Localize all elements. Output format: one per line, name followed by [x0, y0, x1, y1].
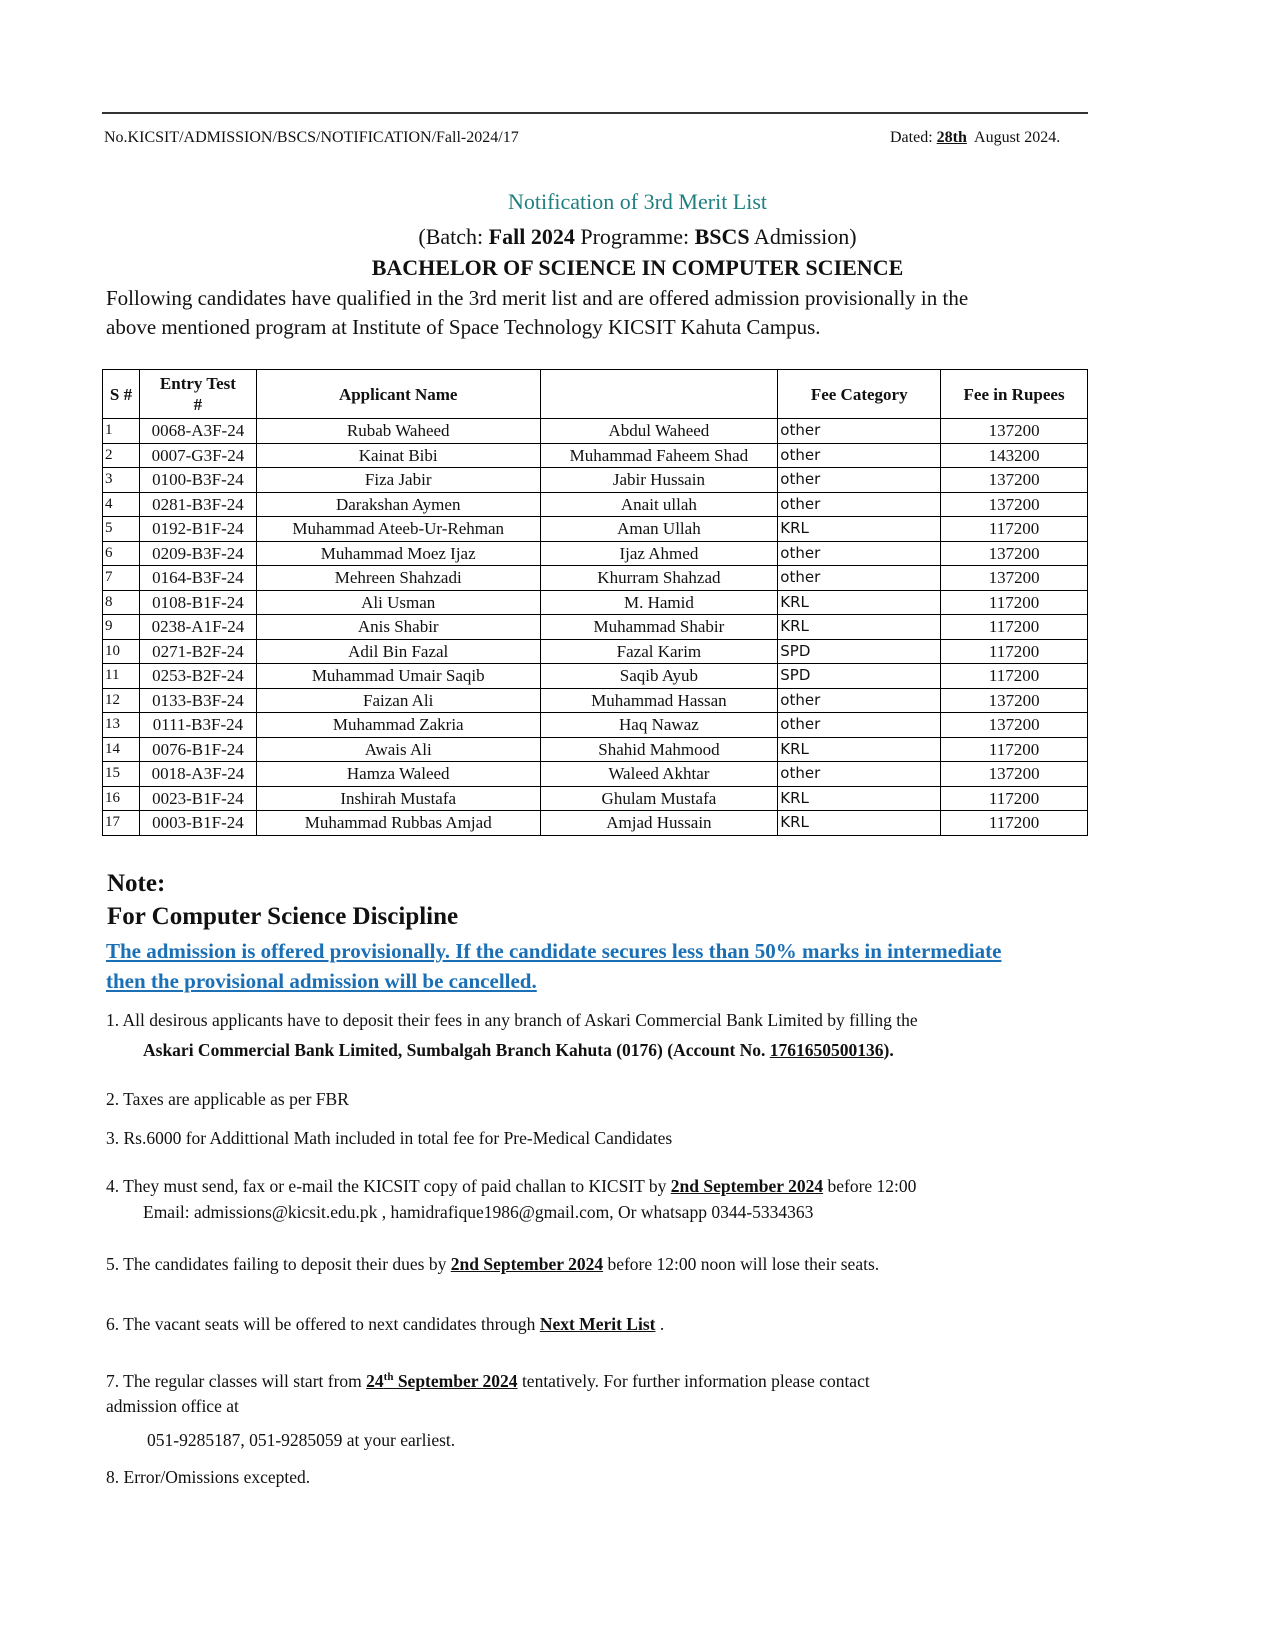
table-row: [103, 492, 1088, 517]
fee-cell: 137200: [941, 713, 1088, 738]
fee-cell: 137200: [941, 762, 1088, 787]
fee-cell: 117200: [941, 517, 1088, 542]
dated-label: Dated:: [890, 129, 933, 146]
start-day-suffix: th: [383, 1371, 394, 1384]
entry-test-cell: 0003-B1F-24: [139, 811, 256, 836]
serial-cell: 4: [103, 492, 140, 517]
notification-title: Notification of 3rd Merit List: [507, 189, 768, 214]
batch-close: Admission): [749, 224, 857, 249]
point-5-deadline: 2nd September 2024: [450, 1254, 604, 1274]
table-row: [103, 688, 1088, 713]
entry-test-cell: 0281-B3F-24: [139, 492, 256, 517]
point-7-rest: tentatively. For further information please contact: [517, 1371, 870, 1391]
entry-test-cell: 0023-B1F-24: [139, 786, 256, 811]
entry-test-cell: 0018-A3F-24: [139, 762, 256, 787]
fee-category-cell: KRL: [778, 811, 941, 836]
fee-category-cell: other: [778, 419, 941, 444]
fee-cell: 117200: [941, 615, 1088, 640]
fee-cell: 143200: [941, 443, 1088, 468]
entry-test-cell: 0007-G3F-24: [139, 443, 256, 468]
serial-cell: 8: [103, 590, 140, 615]
table-row: [103, 786, 1088, 811]
entry-test-cell: 0111-B3F-24: [139, 713, 256, 738]
header-fee-category: Fee Category: [778, 370, 941, 419]
header-serial: S #: [103, 370, 140, 419]
serial-cell: 5: [103, 517, 140, 542]
point-1-line-1: 1. All desirous applicants have to deposit their fees in any branch of Askari Commercial Bank Limited by filling the: [106, 1010, 918, 1030]
father-name-cell: Shahid Mahmood: [540, 737, 778, 762]
fee-category-cell: KRL: [778, 737, 941, 762]
applicant-name-cell: Kainat Bibi: [256, 443, 540, 468]
table-row: [103, 468, 1088, 493]
dated-rest: August 2024.: [974, 129, 1061, 146]
fee-category-cell: SPD: [778, 639, 941, 664]
entry-test-cell: 0192-B1F-24: [139, 517, 256, 542]
applicant-name-cell: Mehreen Shahzadi: [256, 566, 540, 591]
batch-open: (Batch:: [418, 224, 489, 249]
applicant-name-cell: Muhammad Umair Saqib: [256, 664, 540, 689]
table-row: [103, 590, 1088, 615]
father-name-cell: Ghulam Mustafa: [540, 786, 778, 811]
point-7: [106, 1371, 870, 1392]
point-4: [106, 1176, 916, 1197]
serial-cell: 1: [103, 419, 140, 444]
fee-category-cell: other: [778, 443, 941, 468]
batch-line: [0, 224, 1275, 250]
serial-cell: 14: [103, 737, 140, 762]
point-7-text: 7. The regular classes will start from: [106, 1371, 367, 1391]
applicant-name-cell: Muhammad Rubbas Amjad: [256, 811, 540, 836]
serial-cell: 3: [103, 468, 140, 493]
entry-test-cell: 0253-B2F-24: [139, 664, 256, 689]
note-heading: Note:: [107, 870, 166, 897]
fee-category-cell: other: [778, 566, 941, 591]
father-name-cell: Ijaz Ahmed: [540, 541, 778, 566]
point-4-text: 4. They must send, fax or e-mail the KICSIT copy of paid challan to KICSIT by: [106, 1176, 671, 1196]
header-applicant-name: Applicant Name: [256, 370, 540, 419]
fee-category-cell: KRL: [778, 615, 941, 640]
father-name-cell: M. Hamid: [540, 590, 778, 615]
table-row: [103, 762, 1088, 787]
serial-cell: 17: [103, 811, 140, 836]
table-row: [103, 541, 1088, 566]
applicant-name-cell: Hamza Waleed: [256, 762, 540, 787]
applicant-name-cell: Muhammad Ateeb-Ur-Rehman: [256, 517, 540, 542]
point-5-text: 5. The candidates failing to deposit their dues by: [106, 1254, 451, 1274]
fee-cell: 137200: [941, 468, 1088, 493]
programme-label: Programme:: [574, 224, 695, 249]
entry-test-cell: 0076-B1F-24: [139, 737, 256, 762]
degree-title: BACHELOR OF SCIENCE IN COMPUTER SCIENCE: [371, 255, 904, 280]
classes-start-date: [366, 1371, 517, 1391]
fee-cell: 137200: [941, 492, 1088, 517]
bank-details: Askari Commercial Bank Limited, Sumbalgah Branch Kahuta (0176) (Account No.: [143, 1040, 770, 1060]
father-name-cell: Amjad Hussain: [540, 811, 778, 836]
point-8: 8. Error/Omissions excepted.: [106, 1467, 311, 1487]
entry-test-cell: 0238-A1F-24: [139, 615, 256, 640]
serial-cell: 2: [103, 443, 140, 468]
applicant-name-cell: Muhammad Moez Ijaz: [256, 541, 540, 566]
fee-category-cell: other: [778, 713, 941, 738]
father-name-cell: Fazal Karim: [540, 639, 778, 664]
table-row: [103, 713, 1088, 738]
father-name-cell: Jabir Hussain: [540, 468, 778, 493]
father-name-cell: Saqib Ayub: [540, 664, 778, 689]
intro-paragraph: Following candidates have qualified in the 3rd merit list and are offered admission provisionally in the above mentioned program at Institute of Space Technology KICSIT Kahuta Campus.: [106, 286, 969, 339]
start-month: September 2024: [393, 1371, 518, 1391]
fee-category-cell: other: [778, 468, 941, 493]
fee-category-cell: other: [778, 492, 941, 517]
table-row: [103, 566, 1088, 591]
fee-category-cell: SPD: [778, 664, 941, 689]
point-4-deadline: 2nd September 2024: [670, 1176, 824, 1196]
entry-test-cell: 0133-B3F-24: [139, 688, 256, 713]
fee-category-cell: KRL: [778, 590, 941, 615]
applicant-name-cell: Rubab Waheed: [256, 419, 540, 444]
father-name-cell: Abdul Waheed: [540, 419, 778, 444]
fee-cell: 117200: [941, 590, 1088, 615]
notification-date: [890, 129, 1060, 147]
fee-category-cell: other: [778, 688, 941, 713]
entry-test-cell: 0271-B2F-24: [139, 639, 256, 664]
table-row: [103, 419, 1088, 444]
applicant-name-cell: Fiza Jabir: [256, 468, 540, 493]
table-row: [103, 443, 1088, 468]
applicant-name-cell: Anis Shabir: [256, 615, 540, 640]
table-row: [103, 517, 1088, 542]
point-6: [106, 1314, 664, 1335]
fee-cell: 117200: [941, 664, 1088, 689]
fee-cell: 117200: [941, 737, 1088, 762]
entry-test-cell: 0209-B3F-24: [139, 541, 256, 566]
next-merit-list: Next Merit List: [539, 1314, 656, 1334]
serial-cell: 15: [103, 762, 140, 787]
serial-cell: 13: [103, 713, 140, 738]
applicant-name-cell: Ali Usman: [256, 590, 540, 615]
account-number: 1761650500136: [769, 1040, 884, 1060]
point-7-line-2: admission office at: [106, 1396, 239, 1416]
header-father-name: [540, 370, 778, 419]
serial-cell: 6: [103, 541, 140, 566]
serial-cell: 11: [103, 664, 140, 689]
contact-line: Email: admissions@kicsit.edu.pk , hamidrafique1986@gmail.com, Or whatsapp 0344-5334363: [143, 1202, 814, 1222]
table-row: [103, 664, 1088, 689]
applicant-name-cell: Adil Bin Fazal: [256, 639, 540, 664]
start-day: 24: [366, 1371, 384, 1391]
fee-cell: 117200: [941, 639, 1088, 664]
table-row: [103, 737, 1088, 762]
table-header-row: [103, 370, 1088, 419]
father-name-cell: Muhammad Hassan: [540, 688, 778, 713]
father-name-cell: Waleed Akhtar: [540, 762, 778, 787]
phone-numbers: 051-9285187, 051-9285059 at your earliest.: [147, 1430, 456, 1450]
entry-test-cell: 0068-A3F-24: [139, 419, 256, 444]
reference-number: No.KICSIT/ADMISSION/BSCS/NOTIFICATION/Fall-2024/17: [104, 129, 519, 146]
point-3: 3. Rs.6000 for Addittional Math included in total fee for Pre-Medical Candidates: [106, 1128, 673, 1148]
point-4-time: before 12:00: [823, 1176, 917, 1196]
applicant-name-cell: Darakshan Aymen: [256, 492, 540, 517]
father-name-cell: Haq Nawaz: [540, 713, 778, 738]
batch-value: Fall 2024: [488, 224, 575, 249]
applicant-name-cell: Muhammad Zakria: [256, 713, 540, 738]
applicant-name-cell: Awais Ali: [256, 737, 540, 762]
point-2: 2. Taxes are applicable as per FBR: [106, 1089, 349, 1109]
applicant-name-cell: Faizan Ali: [256, 688, 540, 713]
table-row: [103, 639, 1088, 664]
fee-category-cell: KRL: [778, 786, 941, 811]
provisional-warning: The admission is offered provisionally. If the candidate secures less than 50% marks in intermediate then the provisional admission will be cancelled.: [106, 939, 1002, 993]
serial-cell: 9: [103, 615, 140, 640]
entry-test-cell: 0100-B3F-24: [139, 468, 256, 493]
header-entry-test: Entry Test #: [139, 370, 256, 419]
point-6-end: .: [655, 1314, 665, 1334]
table-row: [103, 811, 1088, 836]
fee-category-cell: other: [778, 541, 941, 566]
fee-category-cell: KRL: [778, 517, 941, 542]
father-name-cell: Aman Ullah: [540, 517, 778, 542]
point-5: [106, 1254, 879, 1275]
serial-cell: 12: [103, 688, 140, 713]
fee-cell: 137200: [941, 419, 1088, 444]
fee-cell: 117200: [941, 786, 1088, 811]
point-5-rest: before 12:00 noon will lose their seats.: [603, 1254, 880, 1274]
serial-cell: 7: [103, 566, 140, 591]
discipline-heading: For Computer Science Discipline: [107, 903, 459, 930]
entry-test-cell: 0164-B3F-24: [139, 566, 256, 591]
serial-cell: 16: [103, 786, 140, 811]
table-row: [103, 615, 1088, 640]
table-body: [103, 419, 1088, 836]
fee-cell: 137200: [941, 688, 1088, 713]
fee-cell: 137200: [941, 566, 1088, 591]
merit-list-table: [102, 369, 1088, 836]
fee-cell: 117200: [941, 811, 1088, 836]
fee-category-cell: other: [778, 762, 941, 787]
applicant-name-cell: Inshirah Mustafa: [256, 786, 540, 811]
bank-details-end: ).: [883, 1040, 894, 1060]
father-name-cell: Anait ullah: [540, 492, 778, 517]
dated-day: 28th: [936, 129, 967, 146]
entry-test-cell: 0108-B1F-24: [139, 590, 256, 615]
fee-cell: 137200: [941, 541, 1088, 566]
programme-value: BSCS: [694, 224, 750, 249]
point-1-line-2: [143, 1040, 894, 1061]
header-rule: [102, 112, 1088, 114]
serial-cell: 10: [103, 639, 140, 664]
header-fee-rupees: Fee in Rupees: [941, 370, 1088, 419]
father-name-cell: Muhammad Faheem Shad: [540, 443, 778, 468]
father-name-cell: Khurram Shahzad: [540, 566, 778, 591]
point-6-text: 6. The vacant seats will be offered to next candidates through: [106, 1314, 540, 1334]
father-name-cell: Muhammad Shabir: [540, 615, 778, 640]
